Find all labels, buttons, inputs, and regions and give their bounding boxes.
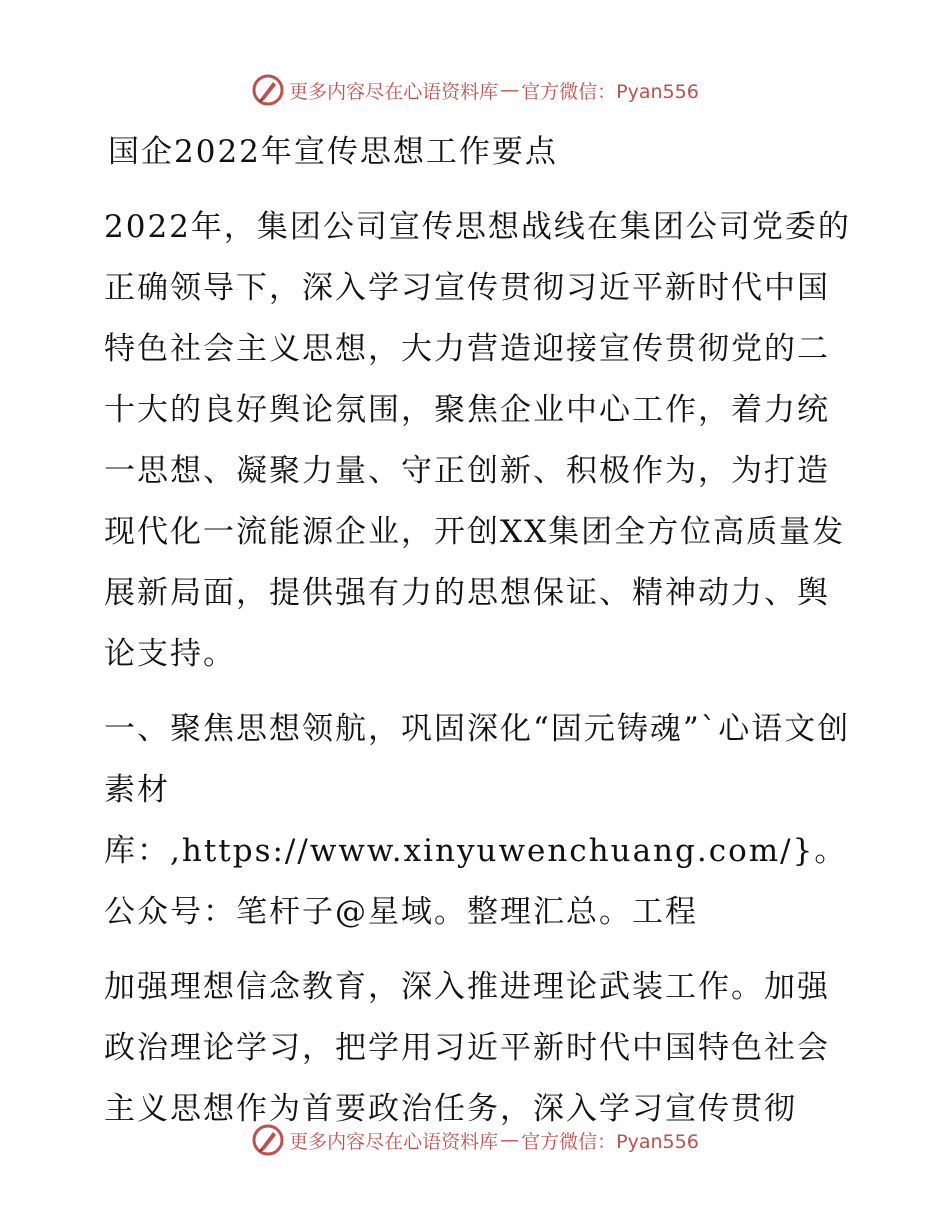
pen-logo-icon — [251, 1123, 285, 1157]
header-banner — [0, 70, 950, 110]
banner-wechat: 官方微信：Pyan556 — [521, 80, 699, 103]
banner-wechat: 官方微信：Pyan556 — [521, 1130, 699, 1153]
document-body — [96, 122, 856, 1140]
paragraph-intro: 2022年，集团公司宣传思想战线在集团公司党委的正确领导下，深入学习宣传贯彻习近平新时代中国特色社会主义思想，大力营造迎接宣传贯彻党的二十大的良好舆论氛围，聚焦企业中心工作，着力统一思想、凝聚力量、守正创新、积极作为，为打造现代化一流能源企业，开创XX集团全方位高质量发展新局面，提供强有力的思想保证、精神动力、舆论支持。 — [104, 209, 851, 672]
banner-text: 更多内容尽在心语资料库 — [289, 1130, 499, 1153]
footer-banner — [0, 1120, 950, 1160]
section-heading-1: 一、聚焦思想领航，巩固深化“固元铸魂”`心语文创素材库：,https://www.xinyuwenchuang.com/}。公众号：笔杆子@星域。整理汇总。工程 — [104, 711, 851, 930]
banner-text: 更多内容尽在心语资料库 — [289, 80, 499, 103]
pen-logo-icon — [251, 73, 285, 107]
paragraph-theory: 加强理想信念教育，深入推进理论武装工作。加强政治理论学习，把学用习近平新时代中国特色社会主义思想作为首要政治任务，深入学习宣传贯彻 — [104, 969, 830, 1127]
document-title: 国企2022年宣传思想工作要点 — [108, 134, 558, 170]
banner-separator: — — [500, 1129, 520, 1151]
banner-separator: — — [500, 79, 520, 101]
